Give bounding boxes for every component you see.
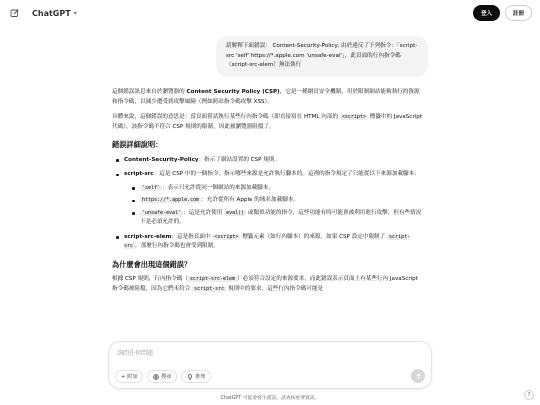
details-list [112,156,424,252]
inline-code: eval() [226,209,245,216]
inline-code: <script> [214,233,239,240]
chevron-down-icon: ▾ [73,9,77,17]
text: ，它是一種網頁安全機制，用於限制網站能夠執行的資源和指令碼，以減少遭受到攻擊風險（例如跨站指令碼攻擊 XSS）。 [112,89,420,105]
attach-label: 附加 [127,374,138,380]
inline-code: https://*.apple.com [142,197,200,203]
inline-code: <script> [341,114,366,120]
inline-code: script-src [124,233,411,249]
term: script-src [124,171,154,177]
text: 標籤中的 JavaScript 代碼），該指令碼不符合 CSP 規則的限制，因此被瀏覽器阻擋了。 [112,114,422,130]
login-button[interactable]: 登入 [473,5,500,21]
search-button[interactable] [147,370,177,383]
conversation-area[interactable] [0,26,540,340]
search-label: 搜尋 [161,374,172,380]
text: ：指示了網站設置的 CSP 規則。 [198,156,281,163]
globe-icon [153,374,159,380]
text: 標籤元素（如行內腳本）的來源。如果 CSP 設定中限制了 [240,233,388,240]
list-item [112,233,424,252]
attach-button[interactable] [115,370,143,383]
lightbulb-icon [187,374,193,380]
new-chat-button[interactable] [8,6,22,20]
answer-why [112,275,424,294]
csp-term: Content Security Policy (CSP) [186,89,280,95]
reason-label: 推理 [195,374,206,380]
answer-paragraph-2 [112,113,424,132]
term: script-src-elem [124,233,172,240]
edit-icon [10,8,20,18]
text: ：這是 CSP 中的一個指令，指示哪些來源是允許執行腳本的。這裡的指令規定了只能從以下來源加載腳本： [153,171,420,177]
text: ：這是指頁面中 [171,233,213,240]
disclaimer: ChatGPT 可能會發生錯誤。請查核重要資訊。 [220,396,320,401]
text: ：這是允許使用 [183,209,225,216]
assistant-message [112,88,424,300]
composer-tools [115,370,211,383]
top-bar [0,0,540,26]
model-picker[interactable] [32,9,77,18]
section-heading-details: 錯誤詳細說明： [112,140,163,149]
sub-list-item [124,209,424,228]
term: Content-Security-Policy [124,156,199,163]
text: 或類似功能的指令，這些功能有時可能會被利用進行攻擊，但有些情況下是必須允許的。 [140,209,422,225]
prompt-input[interactable] [117,348,417,360]
list-item [112,170,424,228]
text: 具體來說，這個錯誤的意思是：當頁面嘗試執行某些行內指令碼（即直接寫在 HTML 內部的 [112,114,340,120]
text: 根據 CSP 規則，行內指令碼（ [112,276,188,282]
composer [108,341,432,389]
inline-code: script-src [194,285,225,292]
text: 這個錯誤訊息來自於瀏覽器的 [112,89,187,95]
text: ，那麼行內指令碼也會受到限制。 [135,243,219,249]
model-name: ChatGPT [32,8,71,18]
arrow-up-icon [415,373,422,380]
sub-list-item [124,196,424,206]
plus-icon: + [121,373,126,380]
send-button[interactable] [411,369,425,383]
list-item [112,156,424,166]
inline-code: 'self' [142,184,161,191]
section-heading-why: 為什麼會出現這個錯誤？ [112,259,192,269]
text: 規則中的要求。這些行內指令碼可能是 [226,285,324,292]
sub-list-item [124,184,424,194]
inline-code: 'unsafe-eval' [142,209,182,216]
reason-button[interactable] [181,370,211,383]
signup-button[interactable]: 註冊 [505,5,532,21]
text: ：允許從所有 Apple 的域名加載腳本。 [201,197,299,203]
inline-code: script-src-elem [189,276,236,282]
sub-list [124,184,424,228]
text: ：表示只允許從同一個網站的來源加載腳本。 [162,184,274,191]
user-message: 請解釋下面錯誤： Content-Security-Policy: 由於違反了下列指令：「script-src 'self' https://*.apple.com 'unsafe-eval'」，此頁面的行內指令碼（script-src-elem）無法執行 [216,36,428,77]
text: ）必須符合設定的來源要求，而此錯誤表示頁面上有某些行內 JavaScript 指令碼被阻擋，因為它們未符合 [112,276,418,292]
help-button[interactable]: ? [524,390,534,400]
answer-intro [112,88,424,107]
